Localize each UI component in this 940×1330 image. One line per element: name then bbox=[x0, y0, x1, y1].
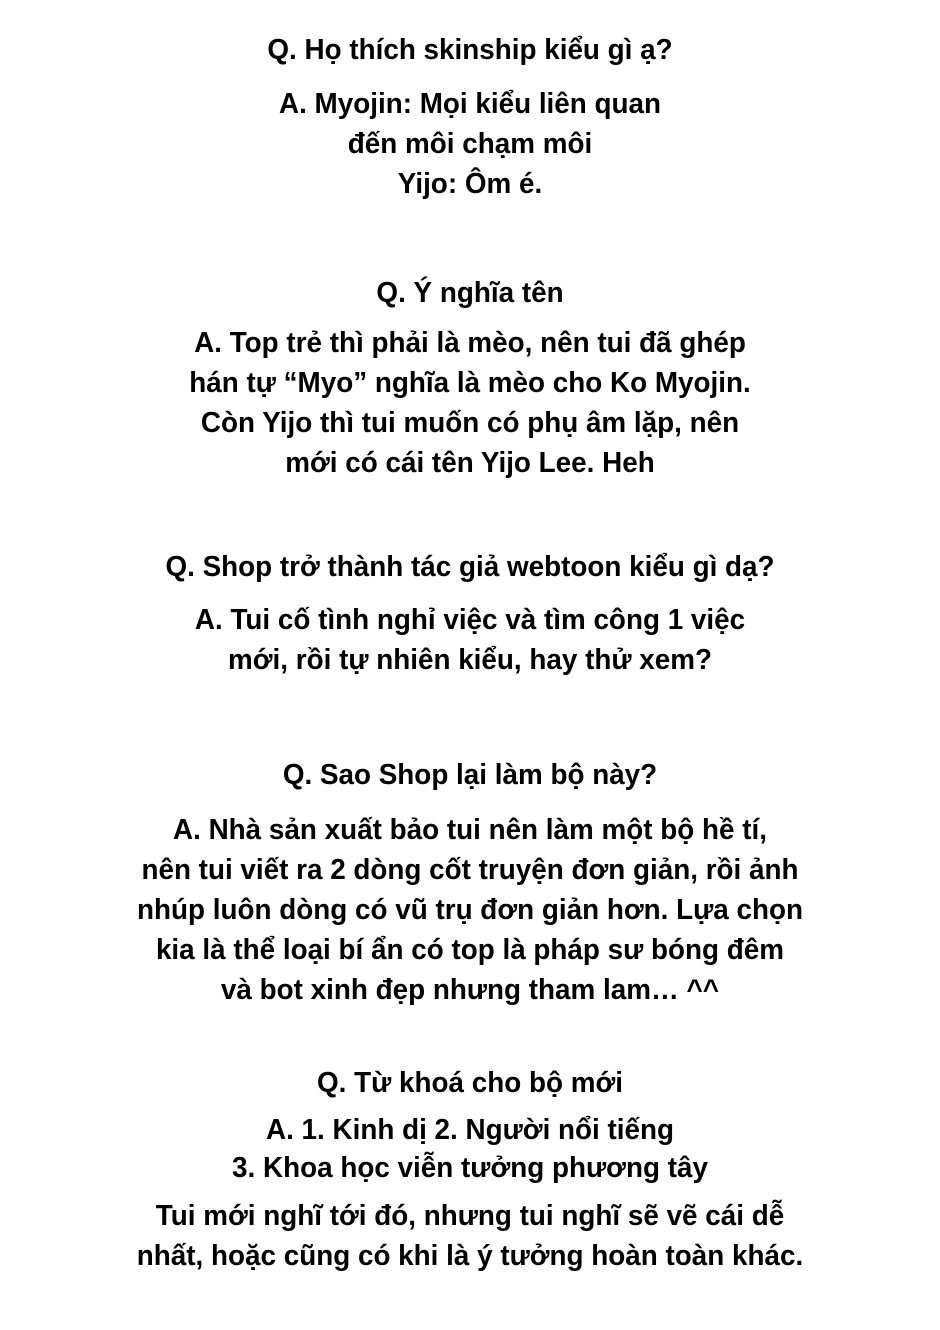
answer-line: nhúp luôn dòng có vũ trụ đơn giản hơn. Lựa chọn bbox=[137, 894, 803, 926]
answer-line: mới có cái tên Yijo Lee. Heh bbox=[285, 447, 655, 479]
answer-line: nhất, hoặc cũng có khi là ý tưởng hoàn toàn khác. bbox=[136, 1240, 804, 1272]
answer-line: kia là thể loại bí ẩn có top là pháp sư bóng đêm bbox=[155, 934, 785, 966]
question: Q. Từ khoá cho bộ mới bbox=[317, 1067, 623, 1099]
answer-line: Tui mới nghĩ tới đó, nhưng tui nghĩ sẽ vẽ cái dễ bbox=[155, 1200, 785, 1232]
question: Q. Shop trở thành tác giả webtoon kiểu gì dạ? bbox=[165, 551, 775, 583]
answer-line: nên tui viết ra 2 dòng cốt truyện đơn giản, rồi ảnh bbox=[141, 854, 799, 886]
answer-line: hán tự “Myo” nghĩa là mèo cho Ko Myojin. bbox=[189, 367, 751, 399]
answer-line: 3. Khoa học viễn tưởng phương tây bbox=[232, 1152, 708, 1184]
answer-line: đến môi chạm môi bbox=[347, 128, 593, 160]
answer-line: Yijo: Ôm é. bbox=[397, 168, 543, 200]
answer-line: Còn Yijo thì tui muốn có phụ âm lặp, nên bbox=[200, 407, 740, 439]
answer-line: A. 1. Kinh dị 2. Người nổi tiếng bbox=[265, 1114, 675, 1146]
answer-line: A. Top trẻ thì phải là mèo, nên tui đã ghép bbox=[194, 327, 746, 359]
answer-line: A. Tui cố tình nghỉ việc và tìm công 1 việc bbox=[194, 604, 746, 636]
answer-line: mới, rồi tự nhiên kiểu, hay thử xem? bbox=[228, 644, 712, 676]
answer-line: A. Myojin: Mọi kiểu liên quan bbox=[278, 88, 662, 120]
answer-line: A. Nhà sản xuất bảo tui nên làm một bộ hề tí, bbox=[173, 814, 767, 846]
question: Q. Họ thích skinship kiểu gì ạ? bbox=[267, 34, 673, 66]
answer-line: và bot xinh đẹp nhưng tham lam… ^^ bbox=[220, 974, 720, 1006]
question: Q. Ý nghĩa tên bbox=[376, 277, 564, 309]
question: Q. Sao Shop lại làm bộ này? bbox=[282, 759, 658, 791]
